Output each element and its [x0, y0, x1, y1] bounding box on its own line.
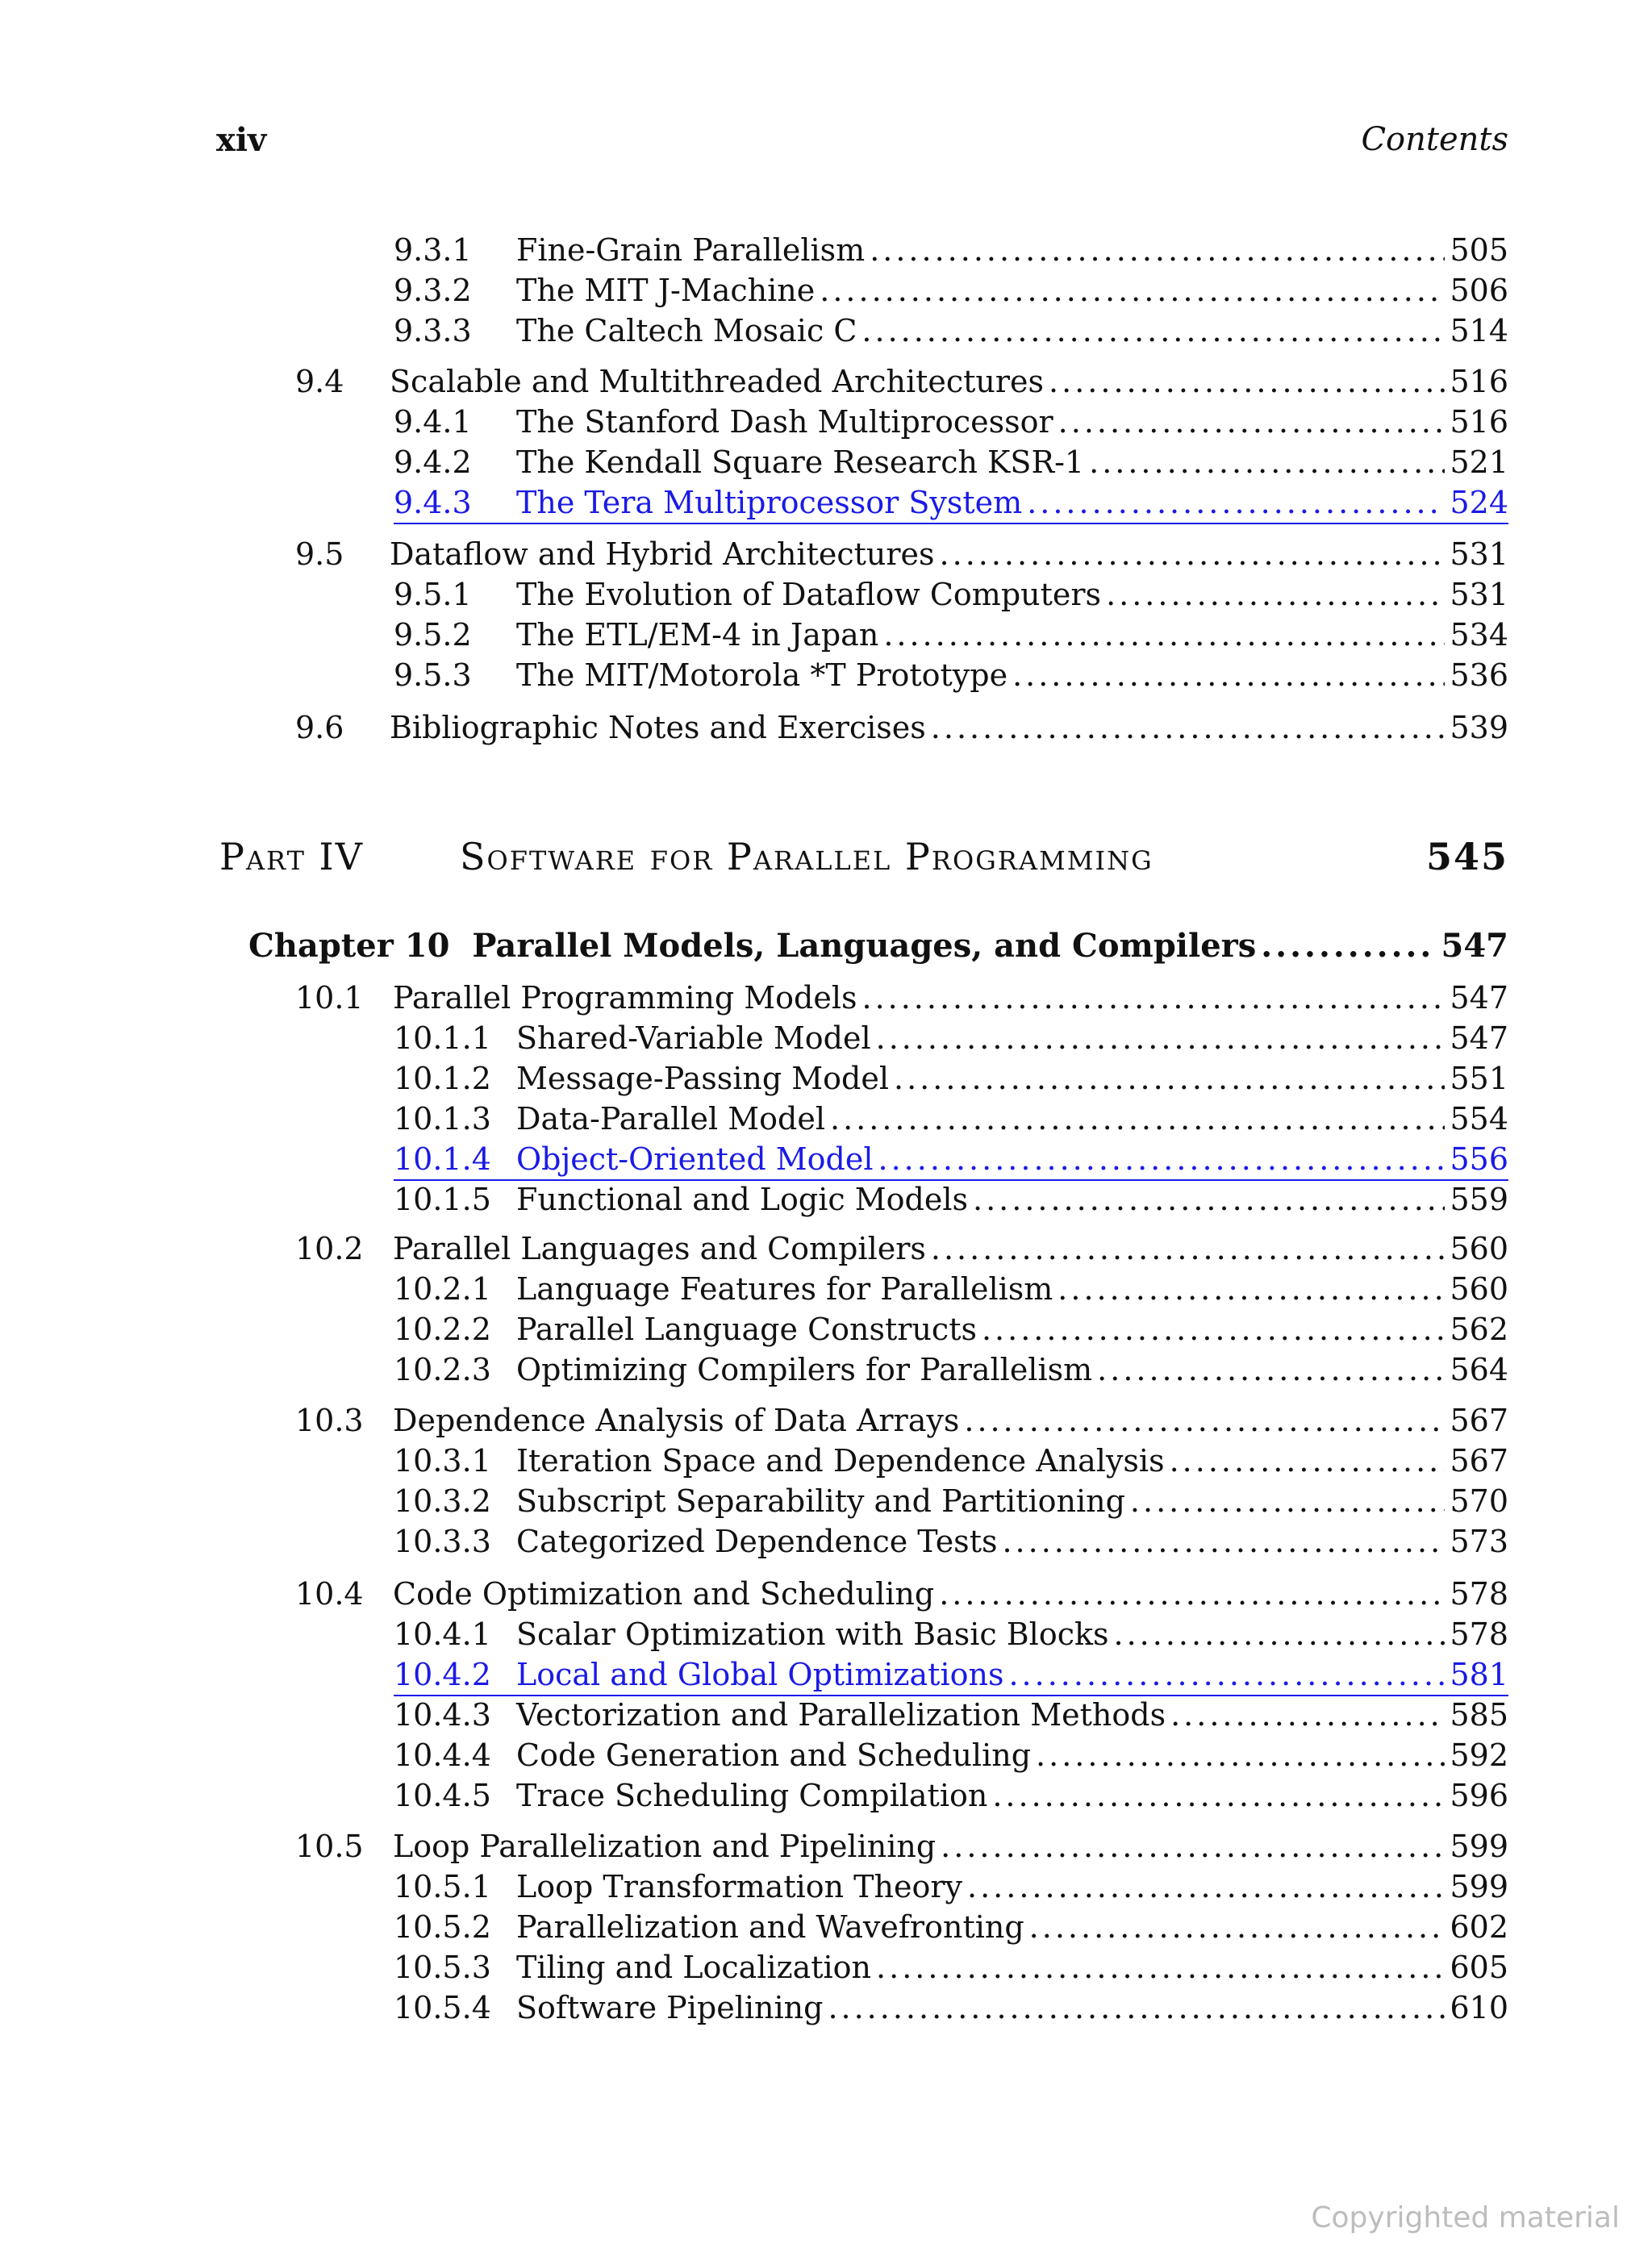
- toc-entry[interactable]: 10.5.4 Software Pipelining ..... 610: [394, 1988, 1508, 2028]
- copyright-watermark: Copyrighted material: [1311, 2201, 1620, 2234]
- chapter-heading[interactable]: [248, 926, 1508, 966]
- toc-entry[interactable]: 10.5.1 Loop Transformation Theory ..... 599: [394, 1867, 1508, 1907]
- toc-link[interactable]: 10.4.2 Local and Global Optimizations ..... 581: [394, 1654, 1508, 1696]
- toc-entry[interactable]: 10.2.2 Parallel Language Constructs ..... 562: [394, 1309, 1508, 1349]
- part-label: Part IV: [219, 835, 364, 878]
- toc-entry[interactable]: 10.3.1 Iteration Space and Dependence Analysis ..... 567: [394, 1441, 1508, 1481]
- part-title: Software for Parallel Programming: [460, 835, 1153, 878]
- part-page: 545: [1425, 835, 1508, 878]
- toc-entry[interactable]: 9.6 Bibliographic Notes and Exercises ..... 539: [295, 707, 1508, 748]
- toc-entry[interactable]: 9.4 Scalable and Multithreaded Architectures ..... 516: [295, 361, 1508, 402]
- toc-entry[interactable]: 10.4.1 Scalar Optimization with Basic Blocks ..... 578: [394, 1614, 1508, 1654]
- toc-entry[interactable]: 10.1.1 Shared-Variable Model ..... 547: [394, 1018, 1508, 1058]
- toc-entry[interactable]: 10.1.5 Functional and Logic Models ..... 559: [394, 1179, 1508, 1220]
- toc-entry[interactable]: 9.5 Dataflow and Hybrid Architectures ..... 531: [295, 534, 1508, 574]
- toc-entry[interactable]: 10.3.3 Categorized Dependence Tests ..... 573: [394, 1521, 1508, 1562]
- toc-entry[interactable]: 10.2.1 Language Features for Parallelism ..... 560: [394, 1269, 1508, 1309]
- toc-entry[interactable]: 9.5.3 The MIT/Motorola *T Prototype ..... 536: [394, 655, 1508, 695]
- toc-entry[interactable]: 10.4 Code Optimization and Scheduling ..... 578: [295, 1574, 1508, 1614]
- chapter-label: Chapter 10: [248, 927, 450, 965]
- toc-entry[interactable]: 10.4.5 Trace Scheduling Compilation ..... 596: [394, 1775, 1508, 1816]
- toc-entry[interactable]: 9.3.2 The MIT J-Machine ..... 506: [394, 270, 1508, 311]
- toc-entry[interactable]: 10.5 Loop Parallelization and Pipelining ..... 599: [295, 1826, 1508, 1867]
- toc-entry[interactable]: 10.2 Parallel Languages and Compilers ..... 560: [295, 1228, 1508, 1269]
- part-heading[interactable]: [219, 835, 1508, 878]
- toc-entry[interactable]: 10.1.2 Message-Passing Model ..... 551: [394, 1058, 1508, 1099]
- toc-entry[interactable]: 9.3.3 The Caltech Mosaic C ..... 514: [394, 311, 1508, 351]
- toc-entry[interactable]: 9.4.2 The Kendall Square Research KSR-1 ..... 521: [394, 442, 1508, 482]
- page-number: xiv: [216, 121, 267, 159]
- toc-entry[interactable]: 9.5.1 The Evolution of Dataflow Computers ..... 531: [394, 574, 1508, 615]
- toc-link[interactable]: 10.1.4 Object-Oriented Model ..... 556: [394, 1139, 1508, 1181]
- toc-entry[interactable]: 10.5.2 Parallelization and Wavefronting ..... 602: [394, 1907, 1508, 1947]
- toc-link[interactable]: 9.4.3 The Tera Multiprocessor System ..... 524: [394, 482, 1508, 524]
- toc-entry[interactable]: 10.4.4 Code Generation and Scheduling ..... 592: [394, 1735, 1508, 1775]
- chapter-title: Parallel Models, Languages, and Compilers: [472, 927, 1257, 965]
- toc-entry[interactable]: 9.3.1 Fine-Grain Parallelism ..... 505: [394, 230, 1508, 270]
- toc-entry[interactable]: 10.5.3 Tiling and Localization ..... 605: [394, 1947, 1508, 1988]
- toc-entry[interactable]: 9.5.2 The ETL/EM-4 in Japan ..... 534: [394, 615, 1508, 655]
- toc-entry[interactable]: 10.1.3 Data-Parallel Model ..... 554: [394, 1099, 1508, 1139]
- running-title: Contents: [1361, 121, 1508, 158]
- toc-entry[interactable]: 10.4.3 Vectorization and Parallelization Methods ..... 585: [394, 1695, 1508, 1735]
- chapter-page: 547: [1441, 927, 1508, 965]
- toc-entry[interactable]: 10.3.2 Subscript Separability and Partitioning ..... 570: [394, 1481, 1508, 1521]
- toc-entry[interactable]: 10.2.3 Optimizing Compilers for Parallelism ..... 564: [394, 1349, 1508, 1390]
- toc-entry[interactable]: 10.1 Parallel Programming Models ..... 547: [295, 978, 1508, 1018]
- toc-entry[interactable]: 10.3 Dependence Analysis of Data Arrays ..... 567: [295, 1400, 1508, 1441]
- toc-entry[interactable]: 9.4.1 The Stanford Dash Multiprocessor ..... 516: [394, 402, 1508, 442]
